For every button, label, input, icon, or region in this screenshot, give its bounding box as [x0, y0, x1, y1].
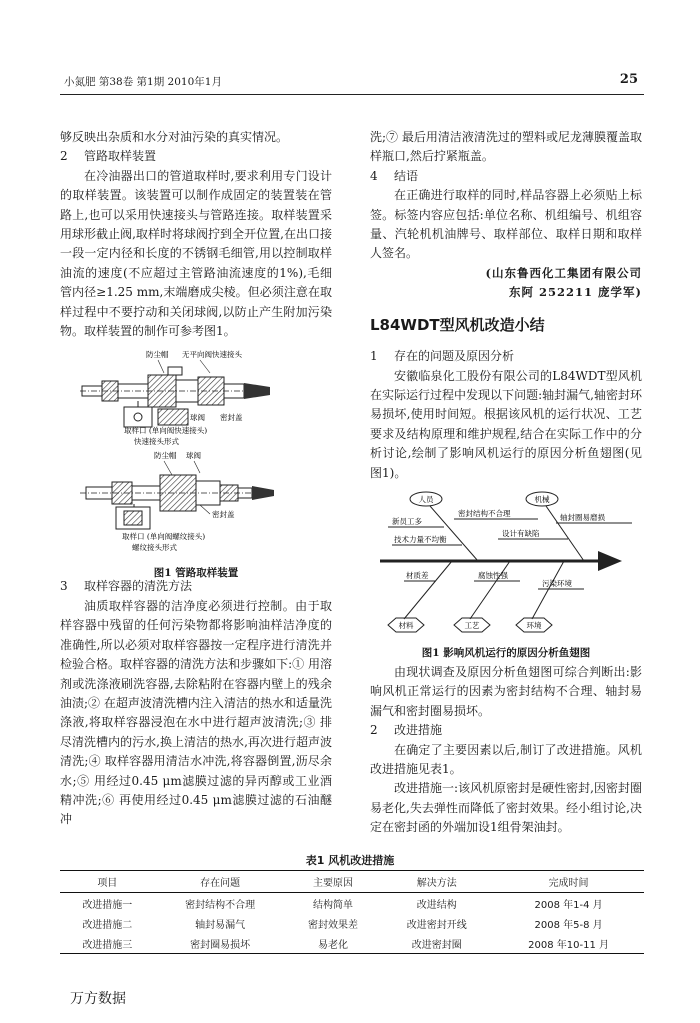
figure-fishbone — [370, 489, 642, 663]
watermark: 万方数据 — [70, 991, 126, 1007]
sampling-device-diagram — [60, 347, 332, 553]
cat-material: 材料 — [398, 621, 414, 631]
figure-caption: 图1 影响风机运行的原因分析鱼翅图 — [421, 646, 591, 659]
table-cell: 改进措施一 — [82, 899, 133, 911]
section-number: 2 — [60, 149, 68, 164]
cause-material-poor: 材质差 — [406, 571, 429, 581]
table-header-row — [60, 871, 644, 893]
paragraph: 在冷油器出口的管道取样时,要求利用专门设计的取样装置。该装置可以制作成固定的装置装在管路上,也可以采用快速接头与管路连接。取样装置采用球形截止阀,取样时将球阀拧到全开位置,在出口接一段一定内径和长度的不锈钢毛细管,用以控制取样油流的速度(不应超过主管路油流速度的1%),毛细管内径≥1.25 mm,末端磨成尖棱。但必须注意在取样过程中不要拧动和关闭球阀,以防止产生附加污染物。取样装置的制作可参考图1。 — [60, 168, 332, 339]
table-cell: 改进结构 — [416, 899, 457, 911]
section-heading — [370, 167, 642, 186]
paragraph: 洗;⑦ 最后用清洁液清洗过的塑料或尼龙薄膜覆盖取样瓶口,然后拧紧瓶盖。 — [370, 130, 642, 164]
section-heading — [60, 147, 332, 166]
cause-pollution: 污染环境 — [542, 579, 572, 589]
section-number: 2 — [370, 723, 378, 738]
section-title: 取样容器的清洗方法 — [84, 579, 193, 594]
cause-shaft-seal: 轴封圈易磨损 — [560, 513, 605, 523]
improvement-table — [60, 870, 644, 954]
label-dust-cap: 防尘帽 — [146, 350, 169, 360]
running-header — [60, 70, 644, 95]
paragraph: 由现状调查及原因分析鱼翅图可综合判断出:影响风机正常运行的因素为密封结构不合理、轴封易漏气和密封圈易损坏。 — [370, 664, 642, 718]
column-header: 主要原因 — [286, 871, 381, 893]
cause-new-staff: 新员工多 — [392, 517, 422, 527]
label-seal-cap: 密封盖 — [212, 510, 235, 520]
table-cell: 密封效果差 — [307, 919, 358, 931]
table-cell: 改进密封开线 — [406, 919, 467, 931]
section-title: 结语 — [394, 168, 419, 183]
threaded-joint-assembly — [80, 450, 275, 552]
table-cell: 2008 年1-4 月 — [534, 899, 603, 911]
section-title: 改进措施 — [394, 723, 443, 738]
author-affiliation: (山东鲁西化工集团有限公司 — [485, 265, 642, 280]
label-ball-valve: 球阀 — [190, 413, 205, 423]
right-column — [370, 128, 642, 838]
cat-machine: 机械 — [534, 495, 550, 505]
table-row — [60, 893, 644, 914]
table-cell: 改进措施三 — [60, 933, 155, 954]
article-title: L84WDT型风机改造小结 — [370, 315, 545, 334]
label-dust-cap: 防尘帽 — [154, 451, 177, 461]
left-column — [60, 128, 332, 830]
journal-info: 小氮肥 第38卷 第1期 2010年1月 — [64, 76, 222, 88]
figure-caption: 图1 管路取样装置 — [153, 566, 239, 579]
table-cell: 2008 年10-11 月 — [493, 933, 644, 954]
table-row — [60, 933, 644, 954]
figure-sampling-device — [60, 347, 332, 579]
section-number: 1 — [370, 349, 378, 364]
cause-seal-structure: 密封结构不合理 — [458, 509, 511, 519]
paragraph: 改进措施一:该风机原密封是硬性密封,因密封圈易老化,失去弹性而降低了密封效果。经小组讨论,决定在密封函的外端加设1组骨架油封。 — [370, 781, 642, 835]
column-header: 项目 — [60, 871, 155, 893]
section-number: 4 — [370, 168, 378, 183]
section-title: 管路取样装置 — [84, 149, 157, 164]
cause-design-defect: 设计有缺陷 — [502, 529, 540, 539]
section-number: 3 — [60, 579, 68, 594]
paragraph: 够反映出杂质和水分对油污染的真实情况。 — [60, 130, 289, 144]
label-seal-cap: 密封盖 — [220, 413, 243, 423]
table-cell: 密封结构不合理 — [185, 899, 256, 911]
paragraph: 在正确进行取样的同时,样品容器上必须贴上标签。标签内容应包括:单位名称、机组编号、机组容量、汽轮机机油牌号、取样部位、取样日期和取样人签名。 — [370, 188, 642, 261]
table-cell: 结构简单 — [312, 899, 353, 911]
page-number: 25 — [619, 72, 638, 87]
section-title: 存在的问题及原因分析 — [394, 349, 515, 364]
cat-process: 工艺 — [464, 621, 480, 631]
table-cell: 密封圈易损坏 — [155, 933, 286, 954]
table-caption: 表1 风机改进措施 — [305, 854, 395, 867]
table-cell: 改进措施二 — [82, 919, 133, 931]
fishbone-diagram — [370, 489, 642, 635]
label-quick-joint: 无平向阀快速接头 — [182, 350, 242, 360]
column-header: 解决方法 — [380, 871, 493, 893]
label-sampling-port: 取样口 (单向阀螺纹接头) — [122, 532, 206, 542]
column-header: 存在问题 — [155, 871, 286, 893]
quick-joint-assembly — [80, 349, 270, 446]
section-heading — [370, 721, 642, 740]
cause-corrosive: 腐蚀性强 — [478, 571, 508, 581]
paragraph: 安徽临泉化工股份有限公司的L84WDT型风机在实际运行过程中发现以下问题:轴封漏气,轴密封环易损坏,使用时间短。根据该风机的运行状况、工艺要求及结构原理和维护规程,结合在实际工作中的分析讨论,绘制了影响风机运行的原因分析鱼翅图(见图1)。 — [370, 368, 642, 480]
table-cell: 2008 年5-8 月 — [534, 919, 603, 931]
label-form: 螺纹接头形式 — [132, 543, 177, 553]
cat-people: 人员 — [418, 495, 434, 505]
label-form: 快速接头形式 — [134, 437, 179, 447]
table-cell: 改进密封圈 — [380, 933, 493, 954]
label-sampling-port: 取样口 (单向阀快速接头) — [124, 426, 208, 436]
label-ball-valve: 球阀 — [186, 451, 201, 461]
table-row — [60, 913, 644, 933]
paragraph: 在确定了主要因素以后,制订了改进措施。风机改进措施见表1。 — [370, 742, 642, 776]
table-cell: 轴封易漏气 — [195, 919, 246, 931]
cat-environment: 环境 — [526, 621, 542, 631]
table-cell: 易老化 — [286, 933, 381, 954]
cause-uneven-skill: 技术力量不均衡 — [394, 535, 447, 545]
author-signature: 东阿 252211 庞学军) — [509, 284, 642, 299]
paragraph: 油质取样容器的洁净度必须进行控制。由于取样容器中残留的任何污染物都将影响油样洁净度的准确性,所以必须对取样容器按一定程序进行清洗并检验合格。取样容器的清洗方法和步骤如下:① 用溶剂或洗涤液刷洗容器,去除粘附在容器内壁上的残余油渍;② 在超声波清洗槽内注入清洁的热水和适量洗涤液,将取样容器浸泡在水中进行超声波清洗;③ 排尽清洗槽内的污水,换上清洁的热水,再次进行超声波清洗;④ 取样容器用清洁水冲洗,将容器倒置,沥尽余水;⑤ 用经过0.45 μm滤膜过滤的异丙醇或工业酒精冲洗;⑥ 再使用经过0.45 μm滤膜过滤的石油醚冲 — [60, 598, 332, 827]
section-heading — [370, 347, 642, 366]
column-header: 完成时间 — [493, 871, 644, 893]
